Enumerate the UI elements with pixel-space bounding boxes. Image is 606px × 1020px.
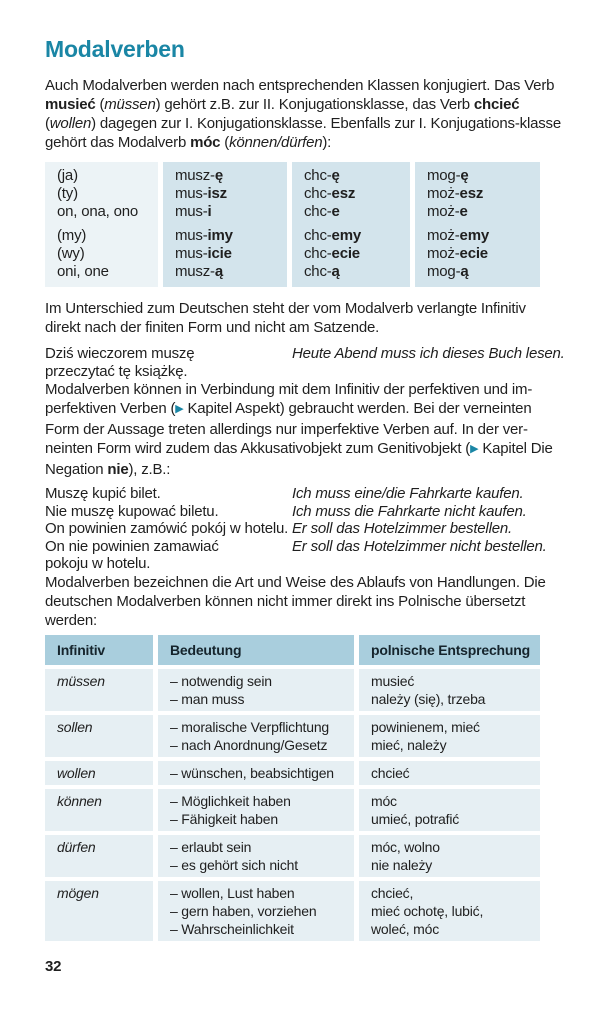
verb-form: mus-imy — [175, 227, 233, 244]
intro-paragraph: Auch Modalverben werden nach entsprechenden Klassen konjugiert. Das Verb musieć (müssen) gehört z.B. zur II. Konjugationsklasse, das Verb chcieć (wollen) dagegen zur I. Konjugationsklasse. Ebenfalls zur I. Konjugations-klasse gehört das Modalverb móc (können/dürfen): — [45, 77, 561, 151]
infinitive-cell: können — [45, 789, 153, 831]
conjugation-table — [45, 162, 565, 287]
example-block-book — [45, 345, 565, 380]
german-translation: Er soll das Hotelzimmer nicht bestellen. — [292, 537, 547, 555]
pronoun: on, ona, ono — [57, 203, 139, 220]
verb-form: mus-i — [175, 203, 212, 220]
polish-cell: musieć należy (się), trzeba — [359, 669, 540, 711]
verb-form: chc-ą — [304, 263, 340, 280]
verb-form: mus-icie — [175, 245, 232, 262]
german-translation: Er soll das Hotelzimmer bestellen. — [292, 520, 512, 537]
page-title: Modalverben — [45, 36, 185, 62]
meaning-cell: – moralische Verpflichtung – nach Anordnung/Gesetz — [158, 715, 354, 757]
polish-cell: powinienem, mieć mieć, należy — [359, 715, 540, 757]
polish-example: Nie muszę kupować biletu. — [45, 502, 219, 520]
german-translation — [292, 363, 565, 381]
conjugation-column-musiec — [163, 162, 287, 287]
polish-example: On nie powinien zamawiać — [45, 537, 219, 555]
infinitive-cell: mögen — [45, 881, 153, 941]
conjugation-column-moc — [415, 162, 540, 287]
verb-form: chc-ecie — [304, 245, 360, 262]
meaning-cell: – erlaubt sein – es gehört sich nicht — [158, 835, 354, 877]
verb-form: moż-e — [427, 203, 468, 220]
conjugation-column-chciec — [292, 162, 410, 287]
meaning-table — [45, 635, 540, 941]
column-header-polnische-entsprechung: polnische Entsprechung — [359, 635, 540, 665]
verb-form: moż-esz — [427, 185, 484, 202]
column-header-infinitiv: Infinitiv — [45, 635, 153, 665]
page-number: 32 — [45, 958, 62, 975]
pronoun: (ja) — [57, 167, 78, 184]
polish-cell: chcieć — [359, 761, 540, 785]
pronoun: (ty) — [57, 185, 78, 202]
polish-example: On powinien zamówić pokój w hotelu. — [45, 520, 289, 537]
meaning-intro-paragraph: Modalverben bezeichnen die Art und Weise des Ablaufs von Handlungen. Die deutschen Modalverben können nicht immer direkt ins Polnische übersetzt werden: — [45, 573, 546, 629]
column-header-bedeutung: Bedeutung — [158, 635, 354, 665]
polish-example: przeczytać tę książkę. — [45, 362, 188, 380]
polish-cell: móc umieć, potrafić — [359, 789, 540, 831]
polish-example: Dziś wieczorem muszę — [45, 345, 195, 362]
infinitive-cell: müssen — [45, 669, 153, 711]
pronoun: (wy) — [57, 245, 85, 262]
verb-form: moż-ecie — [427, 245, 488, 262]
polish-example: Muszę kupić bilet. — [45, 485, 161, 502]
verb-form: mus-isz — [175, 185, 227, 202]
example-block-negation — [45, 485, 565, 573]
pronoun: oni, one — [57, 263, 109, 280]
verb-form: mog-ą — [427, 263, 469, 280]
verb-form: musz-ą — [175, 263, 223, 280]
verb-form: chc-ę — [304, 167, 340, 184]
german-translation: Heute Abend muss ich dieses Buch lesen. — [292, 345, 565, 362]
verb-form: chc-emy — [304, 227, 361, 244]
infinitive-cell: sollen — [45, 715, 153, 757]
conjugation-pronoun-column — [45, 162, 158, 287]
pronoun: (my) — [57, 227, 87, 244]
meaning-cell: – notwendig sein – man muss — [158, 669, 354, 711]
infinitive-position-paragraph: Im Unterschied zum Deutschen steht der vom Modalverb verlangte Infinitiv direkt nach der finiten Form und nicht am Satzende. — [45, 300, 526, 336]
german-translation: Ich muss eine/die Fahrkarte kaufen. — [292, 485, 524, 502]
polish-cell: móc, wolno nie należy — [359, 835, 540, 877]
aspect-paragraph: Modalverben können in Verbindung mit dem Infinitiv der perfektiven und im-perfektiven Verben (▶ Kapitel Aspekt) gebraucht werden. Bei der verneinten Form der Aussage treten allerdings nur imperfektive Verben auf. In der ver-neinten Form wird zudem das Akkusativobjekt zum Genitivobjekt (▶ Kapitel Die Negation nie), z.B.: — [45, 381, 553, 478]
meaning-cell: – wünschen, beabsichtigen — [158, 761, 354, 785]
polish-cell: chcieć, mieć ochotę, lubić, woleć, móc — [359, 881, 540, 941]
verb-form: mog-ę — [427, 167, 469, 184]
german-translation: Ich muss die Fahrkarte nicht kaufen. — [292, 502, 527, 520]
verb-form: chc-e — [304, 203, 340, 220]
verb-form: musz-ę — [175, 167, 223, 184]
verb-form: moż-emy — [427, 227, 489, 244]
meaning-cell: – Möglichkeit haben – Fähigkeit haben — [158, 789, 354, 831]
infinitive-cell: dürfen — [45, 835, 153, 877]
verb-form: chc-esz — [304, 185, 356, 202]
meaning-cell: – wollen, Lust haben – gern haben, vorziehen – Wahrscheinlichkeit — [158, 881, 354, 941]
german-translation — [292, 555, 565, 573]
infinitive-cell: wollen — [45, 761, 153, 785]
polish-example: pokoju w hotelu. — [45, 555, 151, 572]
